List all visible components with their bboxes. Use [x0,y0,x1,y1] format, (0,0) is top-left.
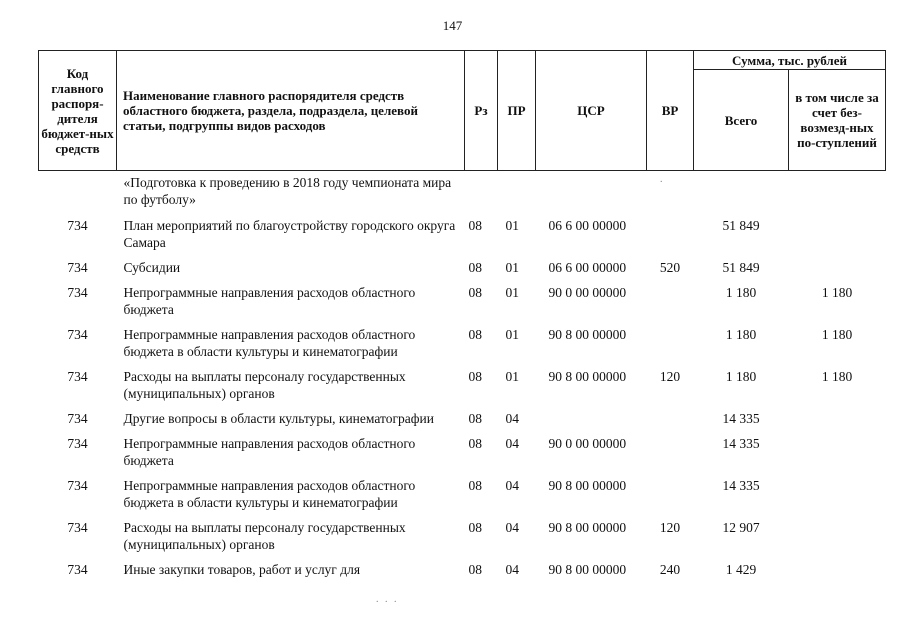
cell-total: 14 335 [722,411,760,426]
cell-name: Непрограммные направления расходов областного бюджета [123,436,416,468]
cell-name: Непрограммные направления расходов областного бюджета в области культуры и кинематографии [123,327,416,359]
cell-name: План мероприятий по благоустройству городского округа Самара [123,218,456,250]
cell-csr: 90 8 00 00000 [548,369,627,384]
header-name: Наименование главного распорядителя средств областного бюджета, раздела, подраздела, целевой статьи, подгруппы видов расходов [117,51,465,171]
table-row [39,433,886,475]
cell-code: 734 [67,327,88,342]
table-row [39,324,886,366]
header-sum: Сумма, тыс. рублей [694,51,886,70]
table-row [39,475,886,517]
table-row [39,257,886,282]
cell-code: 734 [67,562,88,577]
cell-name: Непрограммные направления расходов областного бюджета [123,285,416,317]
cell-code: 734 [67,436,88,451]
cell-incl [789,433,886,475]
cell-pr: 04 [505,436,519,451]
cell-name: Расходы на выплаты персоналу государственных (муниципальных) органов [123,520,406,552]
header-rz: Рз [465,51,498,171]
cell-incl [789,257,886,282]
cell-code: 734 [67,260,88,275]
cell-rz: 08 [468,411,482,426]
cell-vr: 120 [659,369,681,384]
cell-vr [647,282,694,324]
cell-csr: 90 8 00 00000 [548,478,627,493]
cell-code: 734 [67,285,88,300]
cell-csr: 90 0 00 00000 [548,436,627,451]
cell-rz: 08 [468,218,482,233]
cell-rz: 08 [468,285,482,300]
continuation-text: «Подготовка к проведению в 2018 году чемпионата мира по футболу» [123,175,452,207]
header-vr: ВР [647,51,694,171]
page-number: 147 [442,18,463,33]
cell-total: 1 429 [725,562,757,577]
header-incl: в том числе за счет без-возмезд-ных по-ступлений [789,70,886,171]
cell-pr: 04 [505,411,519,426]
cell-incl: 1 180 [821,285,853,300]
cell-vr [647,215,694,257]
cell-incl [789,408,886,433]
cell-code: 734 [67,478,88,493]
scan-speck: . . . [376,594,399,605]
cell-vr: 240 [659,562,681,577]
header-code: Код главного распоря-дителя бюджет-ных средств [39,51,117,171]
header-total: Всего [694,70,789,171]
cell-incl [789,475,886,517]
header-csr: ЦСР [536,51,647,171]
cell-vr [647,433,694,475]
cell-pr: 01 [505,218,519,233]
cell-pr: 01 [505,285,519,300]
cell-pr: 04 [505,520,519,535]
cell-rz: 08 [468,260,482,275]
cell-vr [647,475,694,517]
cell-vr: 520 [659,260,681,275]
table-row [39,215,886,257]
scan-speck: . [660,174,665,185]
table-header [39,51,886,171]
continuation-row [39,174,886,215]
budget-table [38,50,886,584]
header-pr: ПР [498,51,536,171]
cell-incl [789,517,886,559]
cell-name: Другие вопросы в области культуры, кинематографии [123,411,434,426]
cell-code: 734 [67,411,88,426]
cell-name: Иные закупки товаров, работ и услуг для [123,562,361,577]
cell-pr: 04 [505,562,519,577]
cell-total: 1 180 [725,285,757,300]
table-row [39,517,886,559]
cell-code: 734 [67,369,88,384]
cell-csr: 90 8 00 00000 [548,327,627,342]
cell-code: 734 [67,218,88,233]
cell-name: Расходы на выплаты персоналу государственных (муниципальных) органов [123,369,406,401]
cell-name: Субсидии [123,260,181,275]
cell-total: 51 849 [722,218,760,233]
cell-csr: 90 8 00 00000 [548,520,627,535]
cell-incl: 1 180 [821,369,853,384]
table-row [39,559,886,584]
cell-vr [647,324,694,366]
cell-pr: 01 [505,369,519,384]
cell-total: 51 849 [722,260,760,275]
cell-pr: 01 [505,260,519,275]
table-row [39,408,886,433]
cell-total: 14 335 [722,436,760,451]
table-row [39,282,886,324]
cell-csr: 90 8 00 00000 [548,562,627,577]
cell-incl [789,559,886,584]
cell-csr: 90 0 00 00000 [548,285,627,300]
cell-csr: 06 6 00 00000 [548,218,627,233]
cell-total: 12 907 [722,520,760,535]
cell-rz: 08 [468,369,482,384]
cell-rz: 08 [468,327,482,342]
cell-total: 1 180 [725,369,757,384]
cell-name: Непрограммные направления расходов областного бюджета в области культуры и кинематографии [123,478,416,510]
table-body [39,171,886,585]
cell-pr: 04 [505,478,519,493]
cell-rz: 08 [468,478,482,493]
cell-rz: 08 [468,436,482,451]
cell-csr [536,408,647,433]
cell-total: 1 180 [725,327,757,342]
cell-pr: 01 [505,327,519,342]
cell-vr [647,408,694,433]
table-row [39,366,886,408]
cell-csr: 06 6 00 00000 [548,260,627,275]
cell-total: 14 335 [722,478,760,493]
cell-incl: 1 180 [821,327,853,342]
cell-rz: 08 [468,520,482,535]
cell-rz: 08 [468,562,482,577]
cell-incl [789,215,886,257]
cell-code: 734 [67,520,88,535]
cell-vr: 120 [659,520,681,535]
